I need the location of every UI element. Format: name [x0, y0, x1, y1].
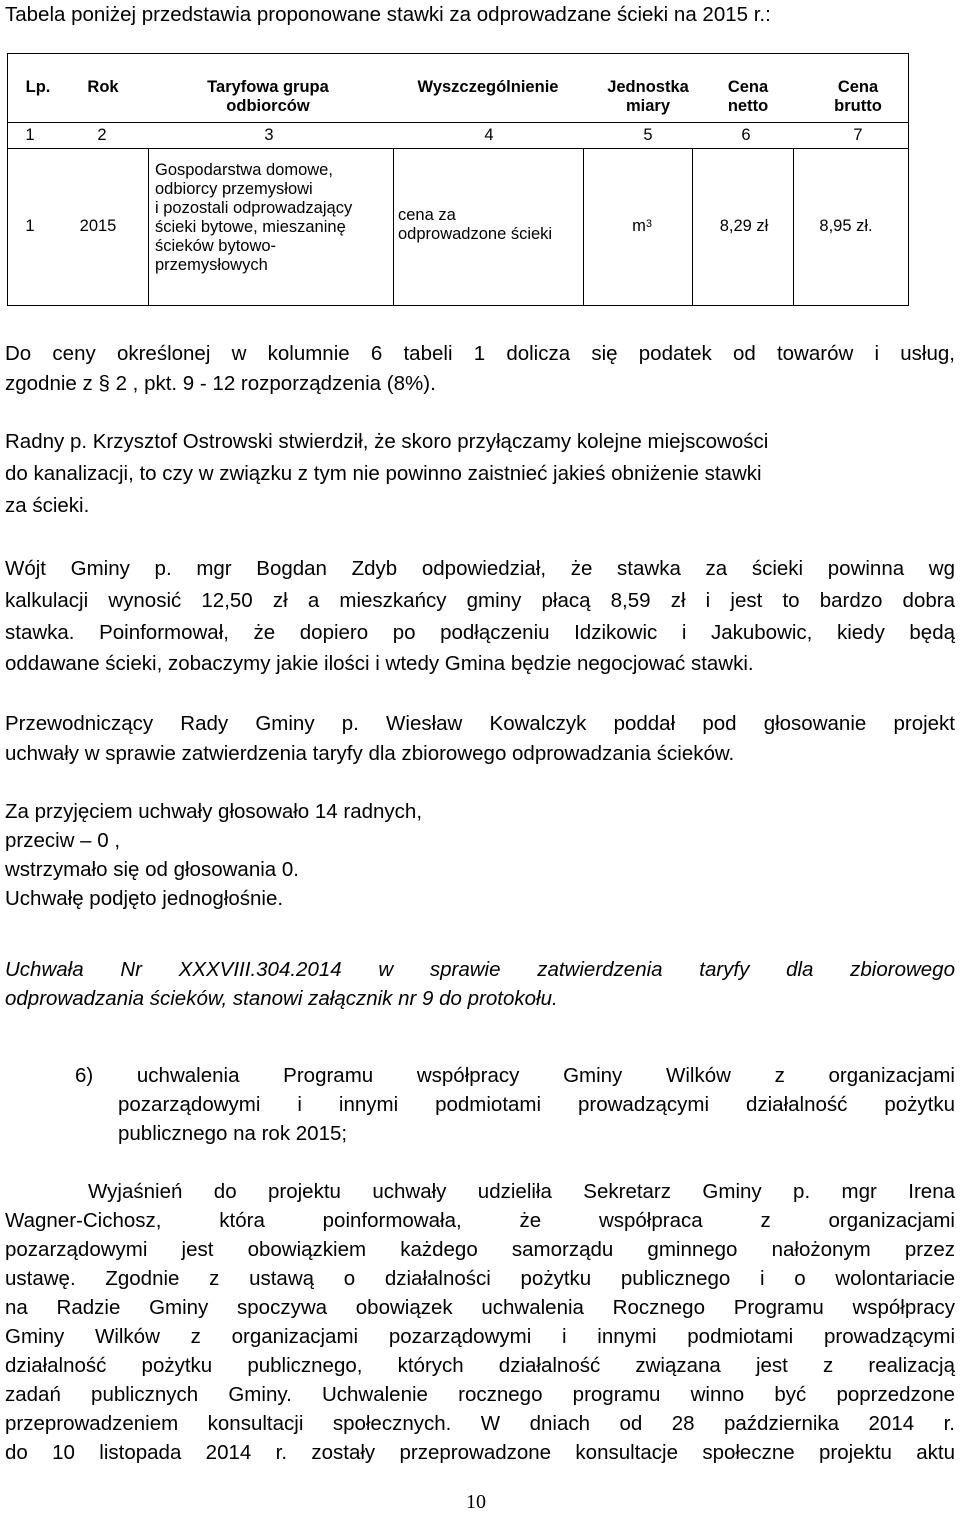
paragraph-sekretarz-9: przeprowadzeniem konsultacji społecznych. W dniach od 28 października 2014 r.	[5, 1412, 955, 1435]
paragraph-sekretarz-2: Wagner-Cichosz, która poinformowała, że współpraca z organizacjami	[5, 1209, 955, 1232]
paragraph-przewodniczacy-1: Przewodniczący Rady Gminy p. Wiesław Kowalczyk poddał pod głosowanie projekt	[5, 712, 955, 735]
paragraph-sekretarz-7: działalność pożytku publicznego, których działalność związana jest z realizacją	[5, 1354, 955, 1377]
vote-against: przeciw – 0 ,	[5, 829, 121, 852]
header-wyszczegolnienie: Wyszczególnienie	[417, 78, 559, 96]
vote-abstain: wstrzymało się od głosowania 0.	[5, 858, 299, 881]
table-rule	[583, 148, 584, 305]
paragraph-vat: Do ceny określonej w kolumnie 6 tabeli 1 dolicza się podatek od towarów i usług,	[5, 342, 955, 365]
paragraph-sekretarz-8: zadań publicznych Gminy. Uchwalenie rocznego programu winno być poprzedzone	[5, 1383, 955, 1406]
vote-for: Za przyjęciem uchwały głosowało 14 radnych,	[5, 800, 423, 823]
row-wyszczegolnienie: cena za odprowadzone ścieki	[398, 206, 553, 243]
paragraph-sekretarz-3: pozarządowymi jest obowiązkiem każdego samorządu gminnego nałożonym przez	[5, 1238, 955, 1261]
colnum: 7	[853, 126, 863, 144]
vote-result: Uchwałę podjęto jednogłośnie.	[5, 887, 284, 910]
colnum: 1	[25, 126, 35, 144]
table-rule	[393, 148, 394, 305]
header-lp: Lp.	[25, 78, 51, 96]
paragraph-sekretarz-4: ustawę. Zgodnie z ustawą o działalności pożytku publicznego i o wolontariacie	[5, 1267, 955, 1290]
resolution-1: Uchwała Nr XXXVIII.304.2014 w sprawie zatwierdzenia taryfy dla zbiorowego	[5, 958, 955, 981]
header-rok: Rok	[87, 78, 119, 96]
row-grupa: Gospodarstwa domowe, odbiorcy przemysłowi i pozostali odprowadzający ścieki bytowe, mieszaninę ścieków bytowo- przemysłowych	[155, 161, 353, 274]
paragraph-wojt-2: kalkulacji wynosić 12,50 zł a mieszkańcy gminy płacą 8,59 zł i jest to bardzo dobra	[5, 589, 955, 612]
row-netto: 8,29 zł	[719, 217, 769, 235]
resolution-2: odprowadzania ścieków, stanowi załącznik nr 9 do protokołu.	[5, 987, 558, 1010]
table-rule	[8, 148, 908, 149]
unit-superscript: 3	[645, 218, 652, 230]
item-6-line2: pozarządowymi i innymi podmiotami prowadzącymi działalność pożytku	[118, 1093, 955, 1116]
tariff-table	[7, 53, 909, 306]
paragraph-ostrowski-1: Radny p. Krzysztof Ostrowski stwierdził, że skoro przyłączamy kolejne miejscowości	[5, 430, 769, 453]
colnum: 4	[484, 126, 494, 144]
header-brutto: Cena brutto	[834, 78, 882, 115]
row-jednostka: $m^3$	[632, 217, 652, 235]
row-rok: 2015	[79, 217, 117, 235]
paragraph-sekretarz-6: Gminy Wilków z organizacjami pozarządowymi i innymi podmiotami prowadzącymi	[5, 1325, 955, 1348]
colnum: 5	[643, 126, 653, 144]
row-brutto: 8,95 zł.	[819, 217, 873, 235]
header-jednostka: Jednostka miary	[607, 78, 689, 115]
row-lp: 1	[25, 217, 35, 235]
paragraph-sekretarz-1: Wyjaśnień do projektu uchwały udzieliła Sekretarz Gminy p. mgr Irena	[88, 1180, 955, 1203]
table-rule	[148, 148, 149, 305]
paragraph-przewodniczacy-2: uchwały w sprawie zatwierdzenia taryfy dla zbiorowego odprowadzania ścieków.	[5, 742, 735, 765]
table-rule	[692, 148, 693, 305]
paragraph-wojt-3: stawka. Poinformował, że dopiero po podłączeniu Idzikowic i Jakubowic, kiedy będą	[5, 621, 955, 644]
item-6-line1: 6) uchwalenia Programu współpracy Gminy Wilków z organizacjami	[75, 1064, 955, 1087]
paragraph-vat-line2: zgodnie z § 2 , pkt. 9 - 12 rozporządzenia (8%).	[5, 372, 436, 395]
header-netto: Cena netto	[727, 78, 769, 115]
paragraph-wojt-4: oddawane ścieki, zobaczymy jakie ilości i wtedy Gmina będzie negocjować stawki.	[5, 652, 754, 675]
paragraph-ostrowski-2: do kanalizacji, to czy w związku z tym nie powinno zaistnieć jakieś obniżenie stawki	[5, 462, 762, 485]
paragraph-wojt-1: Wójt Gminy p. mgr Bogdan Zdyb odpowiedział, że stawka za ścieki powinna wg	[5, 557, 955, 580]
colnum: 6	[741, 126, 751, 144]
intro-text: Tabela poniżej przedstawia proponowane stawki za odprowadzane ścieki na 2015 r.:	[5, 3, 771, 26]
colnum: 3	[264, 126, 274, 144]
paragraph-sekretarz-5: na Radzie Gminy spoczywa obowiązek uchwalenia Rocznego Programu współpracy	[5, 1296, 955, 1319]
section-sign-icon: §	[98, 372, 110, 395]
paragraph-ostrowski-3: za ścieki.	[5, 494, 90, 517]
paragraph-sekretarz-10: do 10 listopada 2014 r. zostały przeprowadzone konsultacje społeczne projektu aktu	[5, 1441, 955, 1464]
table-rule	[8, 122, 908, 123]
item-6-line3: publicznego na rok 2015;	[118, 1122, 348, 1145]
colnum: 2	[97, 126, 107, 144]
page-number: 10	[466, 1491, 486, 1513]
header-grupa: Taryfowa grupa odbiorców	[207, 78, 329, 115]
